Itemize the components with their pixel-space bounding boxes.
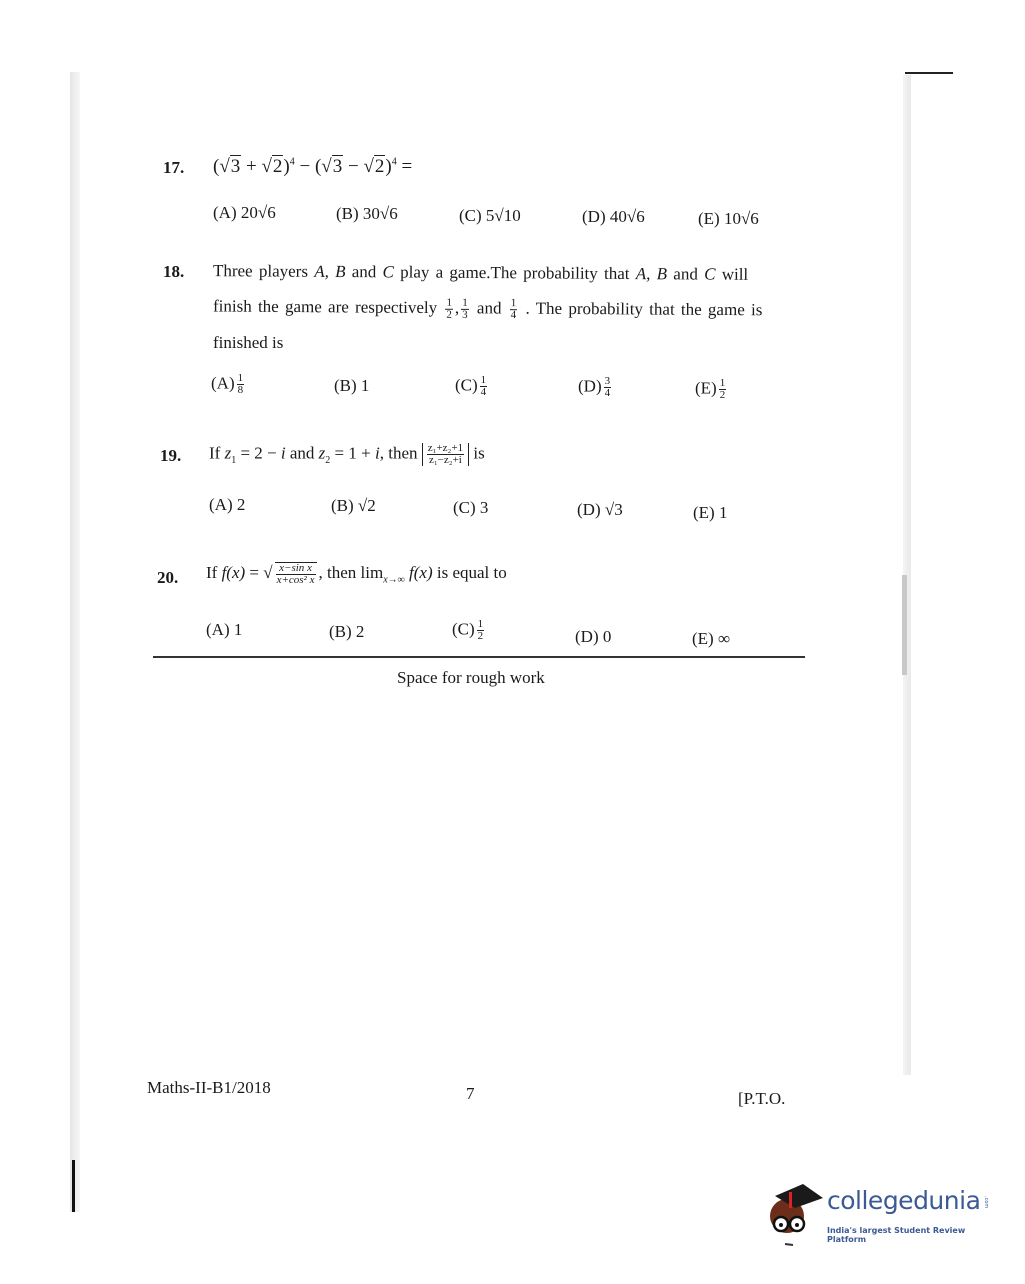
- text: ): [385, 156, 392, 177]
- text: 2: [374, 156, 385, 177]
- question-number: 20.: [157, 568, 179, 587]
- numerator: 1: [446, 296, 453, 309]
- fraction: [719, 378, 727, 401]
- denominator: 8: [237, 384, 244, 396]
- denominator: x+cos² x: [276, 574, 315, 586]
- question-17-stem: [213, 156, 412, 178]
- option-value: √10: [494, 206, 521, 225]
- absolute-value: [422, 443, 469, 466]
- text: = √: [245, 562, 273, 582]
- option-label: (B): [331, 496, 358, 515]
- numerator: 1: [477, 618, 484, 630]
- option-value: √6: [257, 203, 276, 222]
- numerator: 1: [462, 296, 468, 309]
- scan-shadow: [902, 575, 907, 675]
- text: . The probability that the game is: [519, 298, 763, 320]
- variable: i: [374, 443, 380, 463]
- numerator: x−sin x: [276, 563, 316, 575]
- option-a: [211, 373, 246, 396]
- text: 3: [332, 156, 343, 177]
- text: + √: [241, 156, 272, 177]
- text: 2: [272, 156, 283, 177]
- text: , then: [379, 443, 422, 463]
- page-bind-line: [72, 1160, 75, 1212]
- variable: C: [382, 262, 394, 282]
- text: will: [715, 264, 749, 284]
- numerator: 1: [480, 374, 487, 386]
- divider-line: [153, 656, 805, 658]
- subscript: x→∞: [383, 574, 405, 586]
- variable: i: [280, 443, 286, 463]
- option-label: (C): [452, 619, 475, 639]
- text: If: [206, 562, 222, 582]
- text: is: [469, 443, 485, 463]
- variable: f(x): [409, 562, 433, 582]
- text: − (√: [294, 156, 332, 177]
- text: ): [283, 156, 290, 177]
- fraction: [461, 298, 469, 321]
- text: and: [285, 443, 319, 463]
- logo-domain: .com: [983, 1196, 989, 1209]
- question-number: 18.: [163, 262, 185, 281]
- option-e: (E) 1: [693, 503, 728, 522]
- pto-label: [P.T.O.: [738, 1089, 786, 1108]
- option-b: (B) 1: [334, 376, 370, 395]
- paper-code: Maths-II-B1/2018: [147, 1078, 271, 1097]
- text: finish the game are respectively: [212, 296, 444, 318]
- question-18-line-3: finished is: [213, 333, 284, 352]
- question-number: 17.: [163, 158, 185, 177]
- denominator: 2: [477, 630, 484, 642]
- option-e: [698, 209, 759, 229]
- denominator: 2: [446, 308, 452, 321]
- fraction: [477, 619, 485, 642]
- fraction: [604, 376, 612, 399]
- option-label: (C) 5: [459, 206, 495, 225]
- option-d: [577, 500, 623, 520]
- text: play a game.The probability that: [393, 262, 636, 284]
- option-a: (A) 1: [206, 620, 243, 639]
- option-label: (C): [455, 375, 478, 395]
- question-18-line-2: [213, 296, 763, 323]
- numerator: 1: [237, 372, 244, 384]
- subscript: 1: [231, 454, 237, 466]
- numerator: 3: [604, 375, 611, 387]
- denominator: 4: [480, 386, 487, 398]
- option-e: (E) ∞: [692, 629, 731, 648]
- text: (√: [213, 156, 230, 177]
- variable: z: [318, 443, 326, 463]
- option-d: [578, 376, 613, 399]
- text: ,: [454, 298, 460, 318]
- numerator: 1: [510, 297, 517, 310]
- fraction: [445, 298, 453, 321]
- option-label: (A) 20: [213, 203, 258, 222]
- option-value: √6: [379, 204, 398, 223]
- text: and: [345, 262, 383, 282]
- variable: A, B: [635, 264, 668, 284]
- denominator: 4: [510, 309, 517, 322]
- fraction: [237, 373, 245, 396]
- option-value: √6: [626, 207, 645, 226]
- option-label: (E) 10: [698, 209, 741, 228]
- variable: f(x): [221, 562, 246, 582]
- option-b: [331, 496, 376, 516]
- numerator: z₁+z₂+1: [427, 442, 464, 454]
- text: and: [470, 298, 508, 318]
- option-c: (C) 3: [453, 498, 489, 517]
- mascot-icon: [765, 1178, 825, 1248]
- option-label: (B) 30: [336, 204, 380, 223]
- option-value: √3: [604, 500, 623, 519]
- option-a: (A) 2: [209, 495, 246, 514]
- option-c: [455, 375, 489, 398]
- option-a: [213, 203, 276, 223]
- question-18-line-1: [213, 261, 748, 285]
- question-20-stem: [206, 562, 507, 586]
- denominator: 2: [719, 389, 726, 401]
- text: If: [209, 443, 225, 463]
- variable: A, B: [314, 261, 346, 282]
- option-value: √6: [740, 209, 759, 228]
- fraction: [275, 562, 317, 586]
- option-b: (B) 2: [329, 622, 365, 641]
- page-edge-left: [70, 72, 80, 1212]
- variable: z: [224, 443, 232, 463]
- text: is equal to: [432, 562, 507, 582]
- subscript: 2: [325, 454, 331, 466]
- logo-name: collegedunia: [827, 1186, 981, 1215]
- question-19-stem: [209, 443, 485, 466]
- fraction: [427, 443, 464, 466]
- page-number: 7: [466, 1084, 475, 1103]
- question-number: 19.: [160, 446, 182, 465]
- option-e: [695, 378, 728, 401]
- denominator: z₁−z₂+i: [428, 454, 462, 466]
- text: 3: [230, 156, 241, 177]
- option-value: √2: [357, 496, 376, 515]
- text: = 1 +: [330, 443, 375, 463]
- text: and: [667, 264, 705, 284]
- denominator: 3: [462, 308, 468, 321]
- text: , then lim: [318, 562, 384, 582]
- fraction: [510, 298, 518, 321]
- option-c: [459, 206, 521, 226]
- option-c: [452, 619, 486, 642]
- text: = 2 −: [236, 443, 281, 463]
- exponent: 4: [289, 156, 295, 168]
- option-b: [336, 204, 398, 224]
- text: =: [396, 156, 413, 177]
- text: − √: [343, 156, 374, 177]
- logo-tagline: India's largest Student Review Platform: [827, 1226, 966, 1244]
- rough-work-label: Space for rough work: [397, 668, 545, 687]
- option-d: (D) 0: [575, 627, 612, 646]
- option-label: (E): [695, 378, 717, 398]
- option-label: (A): [211, 373, 235, 393]
- exponent: 4: [391, 156, 397, 168]
- page-corner-line: [905, 72, 953, 74]
- option-label: (D): [577, 500, 605, 519]
- numerator: 1: [719, 377, 726, 389]
- fraction: [480, 375, 488, 398]
- option-label: (D): [578, 376, 602, 396]
- text: Three players: [212, 261, 315, 281]
- denominator: 4: [604, 387, 611, 399]
- option-label: (D) 40: [582, 207, 627, 226]
- collegedunia-logo: [765, 1178, 995, 1248]
- variable: C: [704, 264, 716, 284]
- option-d: [582, 207, 645, 227]
